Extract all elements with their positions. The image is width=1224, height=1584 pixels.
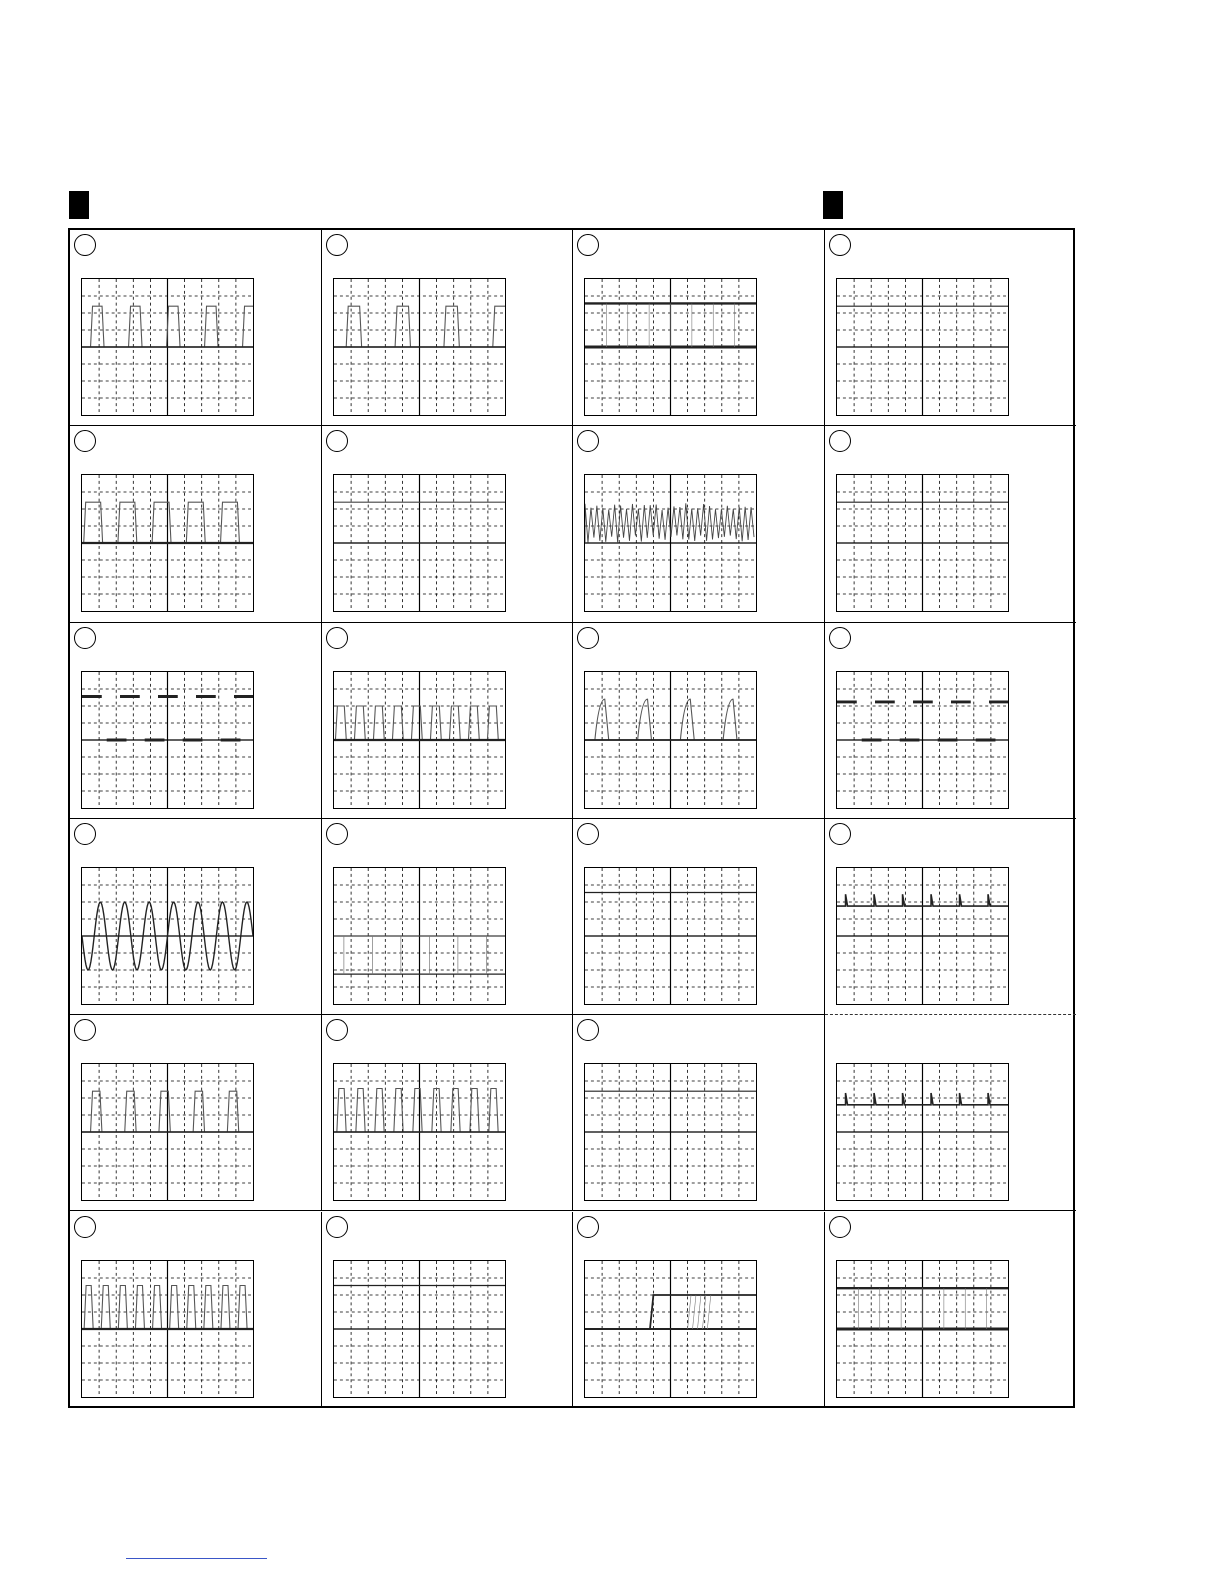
oscilloscope-screen <box>836 867 1009 1005</box>
waveform-cell <box>322 623 574 819</box>
oscilloscope-screen <box>836 1063 1009 1201</box>
waveform-number-circle <box>829 823 851 845</box>
waveform-number-circle <box>829 430 851 452</box>
waveform-number-circle <box>577 1019 599 1041</box>
oscilloscope-screen <box>333 1260 506 1398</box>
oscilloscope-screen <box>333 1063 506 1201</box>
waveform-number-circle <box>74 430 96 452</box>
waveform-number-circle <box>326 823 348 845</box>
waveform-cell <box>573 1212 825 1408</box>
waveform-cell <box>825 426 1077 622</box>
waveform-cell <box>825 623 1077 819</box>
waveform-number-circle <box>829 627 851 649</box>
waveform-number-circle <box>326 627 348 649</box>
oscilloscope-screen <box>584 867 757 1005</box>
oscilloscope-screen <box>81 278 254 416</box>
oscilloscope-screen <box>584 278 757 416</box>
oscilloscope-screen <box>836 474 1009 612</box>
waveform-cell <box>70 1015 322 1211</box>
waveform-number-circle <box>577 430 599 452</box>
waveform-cell <box>573 230 825 426</box>
oscilloscope-screen <box>81 474 254 612</box>
waveform-cell <box>322 230 574 426</box>
waveform-number-circle <box>74 1216 96 1238</box>
waveform-number-circle <box>326 1019 348 1041</box>
footer-link-underline[interactable] <box>126 1558 267 1559</box>
oscilloscope-screen <box>584 671 757 809</box>
oscilloscope-screen <box>333 867 506 1005</box>
waveform-number-circle <box>326 1216 348 1238</box>
waveform-cell <box>322 1212 574 1408</box>
waveform-cell <box>573 1015 825 1211</box>
section-marker-right <box>823 191 843 219</box>
waveform-cell <box>573 426 825 622</box>
oscilloscope-screen <box>584 1260 757 1398</box>
waveform-cell <box>322 426 574 622</box>
waveform-number-circle <box>829 234 851 256</box>
waveform-cell <box>70 1212 322 1408</box>
waveform-cell <box>70 623 322 819</box>
waveform-cell <box>322 1015 574 1211</box>
waveform-cell <box>573 819 825 1015</box>
waveform-cell <box>573 623 825 819</box>
oscilloscope-screen <box>836 278 1009 416</box>
waveform-number-circle <box>74 234 96 256</box>
waveform-number-circle <box>74 1019 96 1041</box>
oscilloscope-screen <box>584 474 757 612</box>
waveform-number-circle <box>829 1216 851 1238</box>
waveform-number-circle <box>577 627 599 649</box>
waveform-cell <box>825 819 1077 1015</box>
waveform-cell <box>825 1015 1077 1211</box>
oscilloscope-screen <box>81 1063 254 1201</box>
waveform-number-circle <box>577 823 599 845</box>
waveform-cell <box>322 819 574 1015</box>
oscilloscope-screen <box>81 671 254 809</box>
waveform-table <box>68 228 1075 1408</box>
waveform-cell <box>70 230 322 426</box>
oscilloscope-screen <box>584 1063 757 1201</box>
waveform-cell <box>825 230 1077 426</box>
waveform-number-circle <box>74 823 96 845</box>
waveform-cell <box>70 819 322 1015</box>
waveform-number-circle <box>577 234 599 256</box>
oscilloscope-screen <box>333 671 506 809</box>
oscilloscope-screen <box>81 867 254 1005</box>
waveform-number-circle <box>74 627 96 649</box>
waveform-number-circle <box>326 430 348 452</box>
waveform-cell <box>70 426 322 622</box>
waveform-number-circle <box>326 234 348 256</box>
waveform-cell <box>825 1212 1077 1408</box>
oscilloscope-screen <box>836 671 1009 809</box>
waveform-number-circle <box>577 1216 599 1238</box>
section-marker-left <box>69 191 89 219</box>
oscilloscope-screen <box>836 1260 1009 1398</box>
oscilloscope-screen <box>333 474 506 612</box>
oscilloscope-screen <box>333 278 506 416</box>
oscilloscope-screen <box>81 1260 254 1398</box>
